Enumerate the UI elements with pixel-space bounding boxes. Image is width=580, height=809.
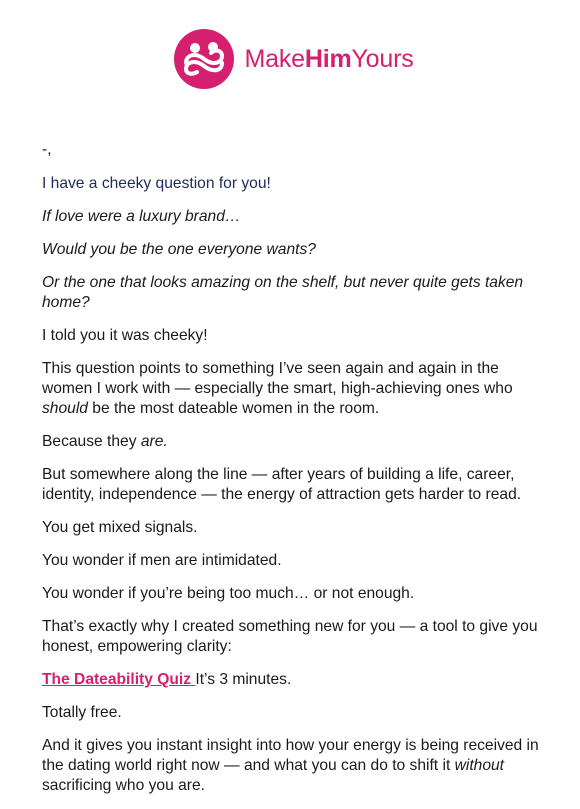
intro-line: I have a cheeky question for you! [42,175,271,192]
mixed-signals-line: You get mixed signals. [42,519,198,536]
cheeky-line: I told you it was cheeky! [42,327,208,344]
wonder-line-1: You wonder if men are intimidated. [42,552,282,569]
tool-paragraph: That’s exactly why I created something new for you — a tool to give you honest, empowering clarity: [42,618,538,655]
email-body [42,140,542,809]
quiz-line: The Dateability Quiz It’s 3 minutes. [42,671,292,688]
question-3: Or the one that looks amazing on the shelf, but never quite gets taken home? [42,274,524,311]
points-paragraph: This question points to something I’ve seen again and again in the women I work with — especially the smart, high-achieving ones who should be the most dateable women in the room. [42,360,513,417]
brand-name: MakeHimYours [244,44,414,73]
insight-paragraph: And it gives you instant insight into how your energy is being received in the dating world right now — and what you can do to shift it without sacrificing who you are. [42,737,539,794]
dateability-quiz-link[interactable]: The Dateability Quiz [42,671,196,688]
email-header [0,0,580,118]
question-1: If love were a luxury brand… [42,208,241,225]
somewhere-paragraph: But somewhere along the line — after years of building a life, career, identity, independence — the energy of attraction gets harder to read. [42,466,522,503]
greeting: -, [42,141,52,158]
because-line: Because they are. [42,433,168,450]
brand-logo[interactable] [173,28,414,90]
free-line: Totally free. [42,704,122,721]
infinity-hearts-icon [173,28,235,90]
question-2: Would you be the one everyone wants? [42,241,316,258]
wonder-line-2: You wonder if you’re being too much… or not enough. [42,585,415,602]
